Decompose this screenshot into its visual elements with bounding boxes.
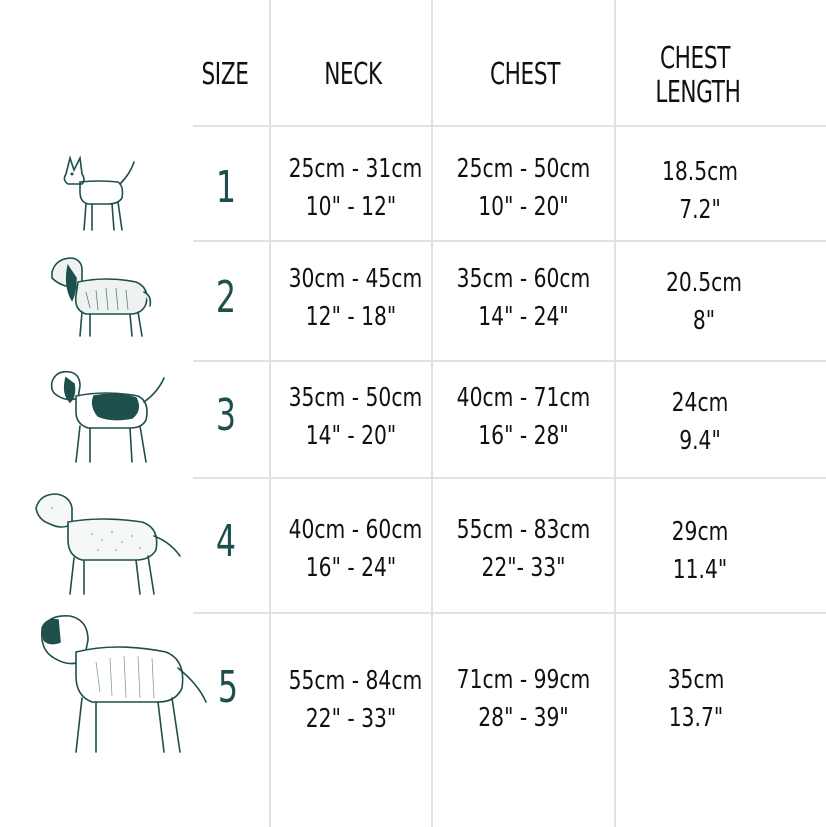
neck-cell — [288, 150, 423, 226]
mastiff-icon — [36, 612, 212, 758]
header-neck: NECK — [324, 57, 382, 92]
row-divider-1 — [193, 240, 826, 242]
header-size: SIZE — [201, 57, 249, 92]
neck-cell — [288, 511, 423, 587]
neck-inches: 10" - 12" — [305, 192, 397, 222]
chest-length-cm: 20.5cm — [665, 268, 743, 298]
chest-inches: 28" - 39" — [478, 703, 569, 733]
header-chest-length-line2: LENGTH — [655, 75, 741, 110]
chest-length-cell — [653, 513, 747, 589]
header-chest-length — [655, 41, 741, 110]
neck-cm: 30cm - 45cm — [288, 264, 423, 294]
chest-length-cell — [653, 384, 747, 460]
neck-inches: 16" - 24" — [305, 553, 397, 583]
chest-cm: 71cm - 99cm — [456, 665, 591, 695]
row-divider-header — [193, 125, 826, 127]
labrador-icon — [32, 490, 182, 598]
chest-cm: 35cm - 60cm — [456, 264, 591, 294]
size-number-2: 2 — [215, 272, 237, 323]
chest-length-inches: 8" — [692, 306, 716, 336]
chest-length-cell — [649, 661, 743, 737]
row-divider-4 — [193, 612, 826, 614]
chest-length-cell — [653, 153, 747, 229]
chest-length-cm: 24cm — [671, 388, 729, 418]
chest-length-cm: 29cm — [671, 517, 729, 547]
header-chest: CHEST — [489, 57, 561, 92]
neck-cm: 35cm - 50cm — [288, 383, 423, 413]
beagle-icon — [46, 368, 170, 466]
chest-length-cm: 18.5cm — [661, 157, 739, 187]
neck-inches: 12" - 18" — [305, 302, 397, 332]
neck-cell — [288, 260, 423, 336]
chest-inches: 16" - 28" — [478, 421, 569, 451]
neck-inches: 22" - 33" — [305, 704, 397, 734]
size-number-5: 5 — [217, 662, 239, 713]
row-divider-3 — [193, 477, 826, 479]
chest-length-inches: 11.4" — [672, 555, 728, 585]
row-divider-2 — [193, 360, 826, 362]
chest-inches: 10" - 20" — [478, 192, 569, 222]
chest-cell — [453, 260, 594, 336]
chest-cm: 40cm - 71cm — [456, 383, 591, 413]
chest-length-inches: 13.7" — [668, 703, 724, 733]
chest-cell — [453, 511, 594, 587]
chest-cell — [453, 379, 594, 455]
size-number-4: 4 — [215, 516, 237, 567]
size-number-1: 1 — [215, 162, 237, 213]
chest-inches: 22"- 33" — [481, 553, 566, 583]
chest-length-cm: 35cm — [667, 665, 725, 695]
chest-cell — [453, 150, 594, 226]
chest-cm: 25cm - 50cm — [456, 154, 591, 184]
size-number-3: 3 — [215, 390, 237, 441]
neck-inches: 14" - 20" — [305, 421, 397, 451]
chest-inches: 14" - 24" — [478, 302, 569, 332]
neck-cm: 25cm - 31cm — [288, 154, 423, 184]
chest-length-inches: 7.2" — [679, 195, 721, 225]
neck-cell — [288, 379, 423, 455]
neck-cell — [288, 662, 423, 738]
chihuahua-icon — [58, 152, 142, 236]
header-chest-length-line1: CHEST — [659, 41, 731, 76]
neck-cm: 40cm - 60cm — [288, 515, 423, 545]
neck-cm: 55cm - 84cm — [288, 666, 423, 696]
chest-length-cell — [657, 264, 751, 340]
chest-cell — [453, 661, 594, 737]
spaniel-icon — [46, 252, 156, 340]
chest-length-inches: 9.4" — [679, 426, 721, 456]
chest-cm: 55cm - 83cm — [456, 515, 591, 545]
